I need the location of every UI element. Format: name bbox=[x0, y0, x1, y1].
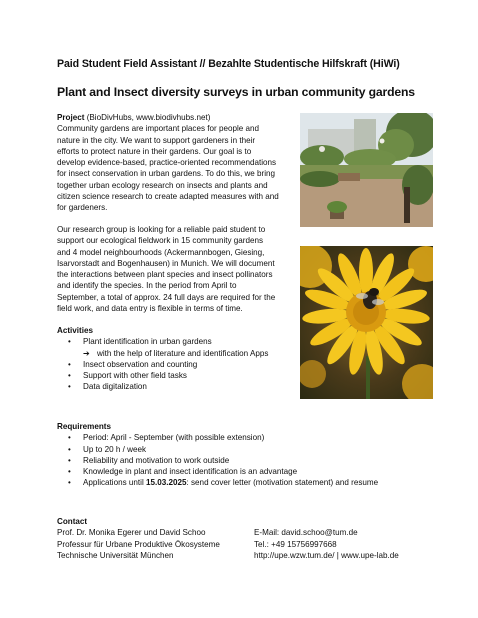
garden-photo bbox=[300, 113, 433, 227]
bullet-icon: • bbox=[68, 382, 71, 392]
bee-wing bbox=[356, 293, 368, 299]
document-subtitle: Plant and Insect diversity surveys in urban community gardens bbox=[57, 85, 415, 99]
contact-phone: Tel.: +49 15756997668 bbox=[254, 539, 337, 549]
project-line: together urban ecology research on insects and plants and bbox=[57, 180, 268, 190]
list-item: • Support with other field tasks bbox=[68, 371, 187, 381]
project-label-suffix: (BioDivHubs, www.biodivhubs.net) bbox=[84, 113, 211, 122]
contact-chair: Professur für Urbane Produktive Ökosysteme bbox=[57, 539, 220, 549]
contact-email[interactable]: E-Mail: david.schoo@tum.de bbox=[254, 528, 358, 538]
garden-post bbox=[404, 187, 410, 223]
flower-photo-illustration bbox=[300, 246, 433, 399]
garden-photo-illustration bbox=[300, 113, 433, 227]
project-line: develop evidence-based, practice-oriented recommendations bbox=[57, 158, 277, 168]
bullet-icon: • bbox=[68, 455, 71, 465]
list-item-deadline: • Applications until 15.03.2025: send cover letter (motivation statement) and resume bbox=[68, 478, 379, 488]
bee-wing bbox=[372, 299, 384, 305]
research-line: September, a total of approx. 24 full days are required for the bbox=[57, 292, 276, 302]
project-line: citizen science research to create adapted measures with and bbox=[57, 192, 279, 202]
activities-list bbox=[57, 336, 268, 347]
flower-photo bbox=[300, 246, 433, 399]
project-line: nature in the city. We want to support gardeners in their bbox=[57, 135, 256, 145]
bullet-icon: • bbox=[68, 467, 71, 477]
requirements-section bbox=[57, 421, 378, 489]
list-item: • Data digitalization bbox=[68, 382, 147, 392]
garden-lamp bbox=[380, 139, 385, 144]
activities-sub-item: ➔ with the help of literature and identification Apps bbox=[83, 348, 269, 358]
research-line: support our ecological fieldwork in 15 community gardens bbox=[57, 236, 264, 246]
list-item: • Period: April - September (with possible extension) bbox=[68, 433, 265, 443]
research-line: the interactions between plant species and insect pollinators bbox=[57, 270, 273, 280]
contact-university: Technische Universität München bbox=[57, 550, 174, 560]
project-label: Project bbox=[57, 113, 85, 122]
document-title: Paid Student Field Assistant // Bezahlte Studentische Hilfskraft (HiWi) bbox=[57, 58, 400, 70]
research-section bbox=[57, 224, 275, 314]
requirements-list bbox=[57, 432, 378, 488]
bullet-icon: • bbox=[68, 337, 71, 347]
project-line: for gardeners. bbox=[57, 203, 108, 213]
bullet-icon: • bbox=[68, 433, 71, 443]
activities-section bbox=[57, 325, 268, 393]
project-heading-line bbox=[57, 112, 279, 123]
project-line: for insect conservation in urban gardens. To do this, we bring bbox=[57, 169, 276, 179]
garden-plant bbox=[327, 201, 347, 213]
list-item: • Insect observation and counting bbox=[68, 359, 198, 369]
garden-lamp bbox=[319, 146, 325, 152]
activities-heading: Activities bbox=[57, 326, 93, 335]
list-item: • Reliability and motivation to work outside bbox=[68, 455, 230, 465]
garden-bush bbox=[300, 171, 340, 187]
bullet-icon: • bbox=[68, 444, 71, 454]
contact-heading: Contact bbox=[57, 517, 88, 526]
list-item: • Plant identification in urban gardens bbox=[68, 337, 212, 347]
research-line: Isarvorstadt and Bogenhausen) in Munich. We will document bbox=[57, 258, 275, 268]
garden-bench bbox=[338, 173, 360, 181]
contact-section bbox=[57, 516, 220, 561]
arrow-right-icon: ➔ bbox=[83, 348, 90, 358]
research-line: Our research group is looking for a reliable paid student to bbox=[57, 225, 266, 234]
contact-name: Prof. Dr. Monika Egerer und David Schoo bbox=[57, 528, 206, 538]
contact-websites[interactable]: http://upe.wzw.tum.de/ | www.upe-lab.de bbox=[254, 550, 399, 560]
requirements-heading: Requirements bbox=[57, 422, 111, 431]
list-item: • Knowledge in plant and insect identification is an advantage bbox=[68, 467, 298, 477]
project-section bbox=[57, 112, 279, 214]
flower-stem bbox=[366, 356, 370, 399]
research-line: and 4 model neighbourhoods (Ackermannbogen, Giesing, bbox=[57, 247, 265, 257]
bullet-icon: • bbox=[68, 371, 71, 381]
contact-details bbox=[254, 527, 399, 561]
research-line: and identify the species. In the period from April to bbox=[57, 281, 237, 291]
bee-head bbox=[369, 288, 379, 296]
deadline-date: 15.03.2025 bbox=[146, 478, 187, 488]
research-line: field work, and data entry is flexible in terms of time. bbox=[57, 304, 243, 314]
project-line: efforts to protect nature in their gardens. Our goal is to bbox=[57, 146, 252, 156]
bullet-icon: • bbox=[68, 359, 71, 369]
bullet-icon: • bbox=[68, 478, 71, 488]
list-item: • Up to 20 h / week bbox=[68, 444, 146, 454]
project-line: Community gardens are important places for people and bbox=[57, 124, 260, 134]
